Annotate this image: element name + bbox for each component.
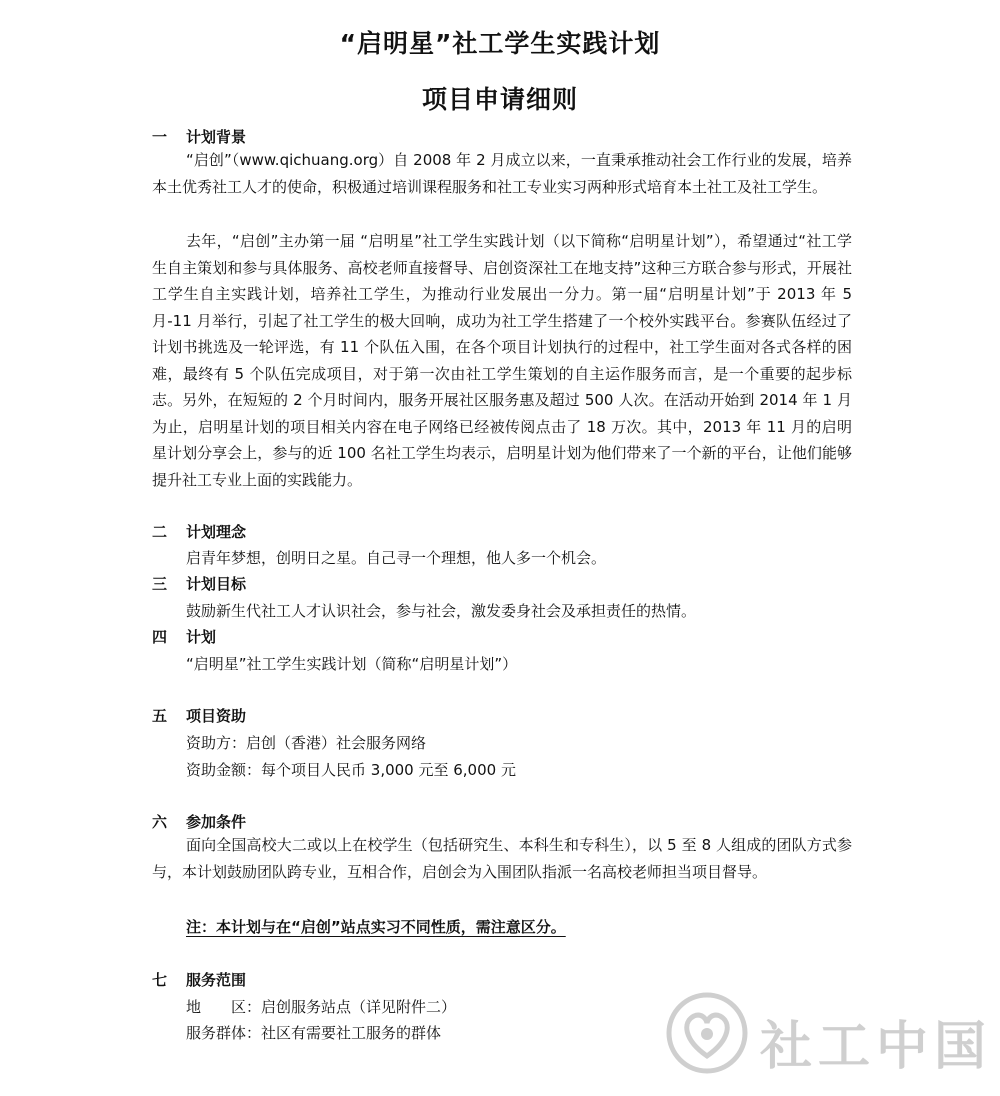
- section-4-title: 计划: [186, 628, 217, 646]
- area-value: 启创服务站点（详见附件二）: [261, 998, 457, 1016]
- section-2-title: 计划理念: [186, 523, 247, 541]
- group-value: 社区有需要社工服务的群体: [261, 1024, 442, 1042]
- section-7-title: 服务范围: [186, 971, 247, 989]
- area-label: 地 区：: [186, 998, 262, 1016]
- heart-person-logo-icon: [664, 990, 750, 1076]
- document-subtitle: 项目申请细则: [421, 85, 578, 114]
- section-3-text: 鼓励新生代社工人才认识社会，参与社会，激发委身社会及承担责任的热情。: [186, 602, 697, 620]
- section-7-heading: [152, 970, 246, 990]
- section-4-heading: [152, 627, 216, 647]
- section-6-number: 六: [152, 813, 168, 831]
- section-2-text: 启青年梦想，创明日之星。自己寻一个理想，他人多一个机会。: [186, 549, 607, 567]
- watermark-text: 社工中国: [760, 1017, 993, 1077]
- section-3-number: 三: [152, 575, 168, 593]
- section-5-amount: 资助金额：每个项目人民币 3,000 元至 6,000 元: [186, 761, 516, 779]
- section-2-number: 二: [152, 523, 168, 541]
- watermark: [664, 990, 993, 1080]
- section-5-heading: [152, 706, 246, 726]
- section-6-heading: [152, 812, 246, 832]
- section-7-area: [186, 997, 456, 1017]
- section-6-text: 面向全国高校大二或以上在校学生（包括研究生、本科生和专科生），以 5 至 8 人组成的团队方式参与，本计划鼓励团队跨专业，互相合作，启创会为入围团队指派一名高校老师担当项目督导。: [152, 836, 852, 881]
- section-3-heading: [152, 574, 246, 594]
- section-5-funder: 资助方：启创（香港）社会服务网络: [186, 734, 427, 752]
- section-7-group: [186, 1023, 441, 1043]
- section-6-note: 注：本计划与在“启创”站点实习不同性质，需注意区分。: [186, 918, 566, 936]
- section-1-number: 一: [152, 128, 168, 146]
- section-5-title: 项目资助: [186, 707, 247, 725]
- group-label: 服务群体：: [186, 1024, 262, 1042]
- section-7-number: 七: [152, 971, 168, 989]
- section-2-heading: [152, 522, 246, 542]
- section-1-paragraph-2: 去年，“启创”主办第一届 “启明星”社工学生实践计划（以下简称“启明星计划”），希望通过“社工学生自主策划和参与具体服务、高校老师直接督导、启创资深社工在地支持”这种三方联合参与形式，开展社工学生自主实践计划，培养社工学生，为推动行业发展出一分力。第一届“启明星计划”于 2013 年 5 月-11 月举行，引起了社工学生的极大回响，成功为社工学生搭建了一个校外实践平台。参赛队伍经过了计划书挑选及一轮评选，有 11 个队伍入围，在各个项目计划执行的过程中，社工学生面对各式各样的困难，最终有 5 个队伍完成项目，对于第一次由社工学生策划的自主运作服务而言，是一个重要的起步标志。另外，在短短的 2 个月时间内，服务开展社区服务惠及超过 500 人次。在活动开始到 2014 年 1 月为止，启明星计划的项目相关内容在电子网络已经被传阅点击了 18 万次。其中，2013 年 11 月的启明星计划分享会上，参与的近 100 名社工学生均表示，启明星计划为他们带来了一个新的平台，让他们能够提升社工专业上面的实践能力。: [152, 232, 852, 489]
- document-title: “启明星”社工学生实践计划: [339, 29, 661, 58]
- section-1-heading: [152, 127, 246, 147]
- section-4-number: 四: [152, 628, 168, 646]
- section-6-title: 参加条件: [186, 813, 247, 831]
- section-5-number: 五: [152, 707, 168, 725]
- section-4-text: “启明星”社工学生实践计划（简称“启明星计划”）: [186, 655, 518, 673]
- section-3-title: 计划目标: [186, 575, 247, 593]
- section-1-paragraph-1: “启创”（www.qichuang.org）自 2008 年 2 月成立以来，一直秉承推动社会工作行业的发展，培养本土优秀社工人才的使命，积极通过培训课程服务和社工专业实习两种形式培育本土社工及社工学生。: [152, 151, 852, 196]
- section-1-title: 计划背景: [186, 128, 247, 146]
